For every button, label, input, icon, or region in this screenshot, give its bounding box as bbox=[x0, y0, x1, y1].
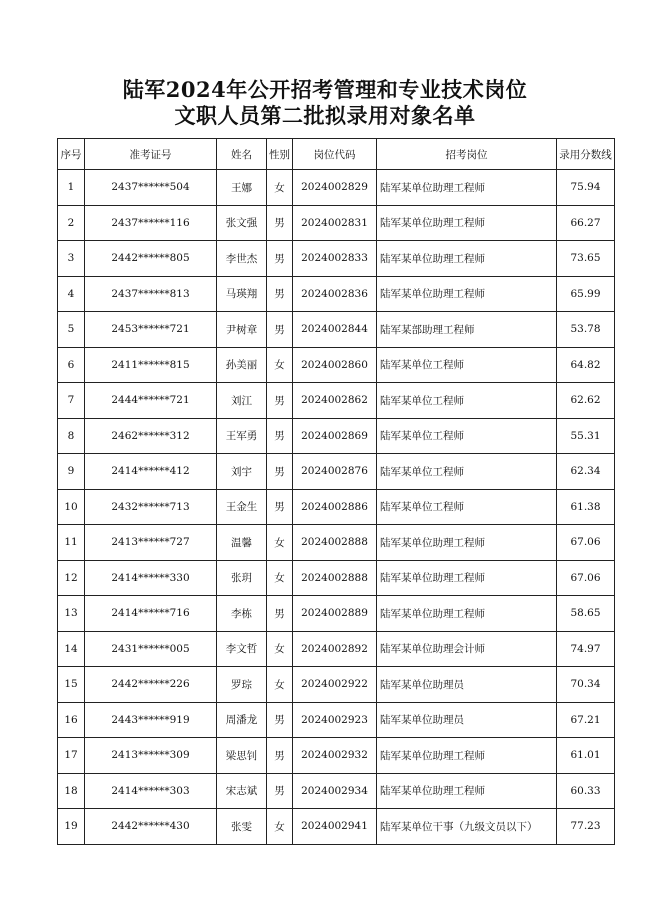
cell-serial: 11 bbox=[58, 525, 85, 561]
cell-position: 陆军某单位助理会计师 bbox=[377, 631, 557, 667]
table-row bbox=[58, 241, 615, 277]
cell-exam-number: 2453******721 bbox=[85, 312, 217, 348]
cell-exam-number: 2444******721 bbox=[85, 383, 217, 419]
cell-position: 陆军某单位工程师 bbox=[377, 347, 557, 383]
cell-score: 77.23 bbox=[557, 809, 615, 845]
cell-score: 73.65 bbox=[557, 241, 615, 277]
cell-serial: 18 bbox=[58, 773, 85, 809]
cell-name: 孙美丽 bbox=[217, 347, 267, 383]
cell-gender: 男 bbox=[267, 241, 293, 277]
cell-gender: 男 bbox=[267, 454, 293, 490]
cell-exam-number: 2413******727 bbox=[85, 525, 217, 561]
cell-gender: 女 bbox=[267, 560, 293, 596]
cell-exam-number: 2443******919 bbox=[85, 702, 217, 738]
header-gender: 性别 bbox=[267, 139, 293, 170]
cell-position: 陆军某单位助理工程师 bbox=[377, 560, 557, 596]
cell-position: 陆军某单位工程师 bbox=[377, 489, 557, 525]
cell-serial: 16 bbox=[58, 702, 85, 738]
cell-exam-number: 2431******005 bbox=[85, 631, 217, 667]
header-exam-number: 准考证号 bbox=[85, 139, 217, 170]
cell-exam-number: 2414******303 bbox=[85, 773, 217, 809]
cell-score: 64.82 bbox=[557, 347, 615, 383]
cell-position-code: 2024002932 bbox=[293, 738, 377, 774]
header-name: 姓名 bbox=[217, 139, 267, 170]
table-row bbox=[58, 525, 615, 561]
document-title-line-1: 陆军2024年公开招考管理和专业技术岗位 bbox=[122, 77, 528, 102]
cell-score: 67.06 bbox=[557, 525, 615, 561]
cell-score: 67.06 bbox=[557, 560, 615, 596]
cell-position-code: 2024002862 bbox=[293, 383, 377, 419]
cell-score: 67.21 bbox=[557, 702, 615, 738]
cell-position-code: 2024002860 bbox=[293, 347, 377, 383]
cell-score: 66.27 bbox=[557, 205, 615, 241]
cell-position: 陆军某单位助理员 bbox=[377, 702, 557, 738]
cell-name: 周潘龙 bbox=[217, 702, 267, 738]
cell-exam-number: 2442******805 bbox=[85, 241, 217, 277]
cell-position-code: 2024002836 bbox=[293, 276, 377, 312]
cell-serial: 14 bbox=[58, 631, 85, 667]
cell-serial: 2 bbox=[58, 205, 85, 241]
cell-serial: 17 bbox=[58, 738, 85, 774]
cell-position: 陆军某单位助理工程师 bbox=[377, 241, 557, 277]
table-row bbox=[58, 205, 615, 241]
cell-exam-number: 2462******312 bbox=[85, 418, 217, 454]
cell-exam-number: 2432******713 bbox=[85, 489, 217, 525]
cell-position: 陆军某单位助理工程师 bbox=[377, 738, 557, 774]
cell-name: 张文强 bbox=[217, 205, 267, 241]
cell-position: 陆军某单位助理工程师 bbox=[377, 170, 557, 206]
cell-gender: 女 bbox=[267, 809, 293, 845]
cell-serial: 6 bbox=[58, 347, 85, 383]
cell-exam-number: 2437******504 bbox=[85, 170, 217, 206]
cell-name: 王军勇 bbox=[217, 418, 267, 454]
cell-gender: 男 bbox=[267, 276, 293, 312]
header-position-code: 岗位代码 bbox=[293, 139, 377, 170]
cell-gender: 女 bbox=[267, 525, 293, 561]
cell-position-code: 2024002829 bbox=[293, 170, 377, 206]
cell-name: 刘江 bbox=[217, 383, 267, 419]
cell-serial: 4 bbox=[58, 276, 85, 312]
cell-gender: 男 bbox=[267, 489, 293, 525]
cell-gender: 男 bbox=[267, 702, 293, 738]
cell-name: 温馨 bbox=[217, 525, 267, 561]
cell-score: 60.33 bbox=[557, 773, 615, 809]
table-row bbox=[58, 170, 615, 206]
cell-score: 65.99 bbox=[557, 276, 615, 312]
document-title-line-2: 文职人员第二批拟录用对象名单 bbox=[174, 103, 476, 128]
table-row bbox=[58, 560, 615, 596]
cell-name: 刘宇 bbox=[217, 454, 267, 490]
table-row bbox=[58, 773, 615, 809]
cell-position-code: 2024002941 bbox=[293, 809, 377, 845]
table-row bbox=[58, 738, 615, 774]
cell-position-code: 2024002923 bbox=[293, 702, 377, 738]
cell-serial: 12 bbox=[58, 560, 85, 596]
cell-gender: 男 bbox=[267, 383, 293, 419]
cell-serial: 3 bbox=[58, 241, 85, 277]
table-row bbox=[58, 596, 615, 632]
cell-serial: 8 bbox=[58, 418, 85, 454]
cell-gender: 男 bbox=[267, 596, 293, 632]
cell-score: 61.38 bbox=[557, 489, 615, 525]
table-body bbox=[58, 170, 615, 845]
cell-gender: 男 bbox=[267, 205, 293, 241]
table-row bbox=[58, 454, 615, 490]
cell-position-code: 2024002844 bbox=[293, 312, 377, 348]
cell-score: 55.31 bbox=[557, 418, 615, 454]
cell-gender: 女 bbox=[267, 347, 293, 383]
cell-exam-number: 2413******309 bbox=[85, 738, 217, 774]
header-serial: 序号 bbox=[58, 139, 85, 170]
cell-name: 李文哲 bbox=[217, 631, 267, 667]
cell-exam-number: 2414******716 bbox=[85, 596, 217, 632]
candidate-table bbox=[57, 138, 615, 845]
cell-name: 李世杰 bbox=[217, 241, 267, 277]
cell-position-code: 2024002886 bbox=[293, 489, 377, 525]
cell-exam-number: 2437******116 bbox=[85, 205, 217, 241]
cell-position-code: 2024002833 bbox=[293, 241, 377, 277]
header-position: 招考岗位 bbox=[377, 139, 557, 170]
cell-position: 陆军某单位助理工程师 bbox=[377, 205, 557, 241]
cell-gender: 男 bbox=[267, 738, 293, 774]
cell-position-code: 2024002831 bbox=[293, 205, 377, 241]
cell-position: 陆军某单位工程师 bbox=[377, 418, 557, 454]
cell-exam-number: 2442******430 bbox=[85, 809, 217, 845]
cell-position: 陆军某单位工程师 bbox=[377, 454, 557, 490]
table-row bbox=[58, 702, 615, 738]
cell-exam-number: 2442******226 bbox=[85, 667, 217, 703]
cell-serial: 7 bbox=[58, 383, 85, 419]
table-row bbox=[58, 667, 615, 703]
cell-position: 陆军某单位干事（九级文员以下） bbox=[377, 809, 557, 845]
cell-score: 70.34 bbox=[557, 667, 615, 703]
cell-gender: 男 bbox=[267, 312, 293, 348]
cell-name: 马瑛翔 bbox=[217, 276, 267, 312]
cell-score: 74.97 bbox=[557, 631, 615, 667]
cell-name: 李栋 bbox=[217, 596, 267, 632]
cell-gender: 女 bbox=[267, 631, 293, 667]
cell-score: 62.34 bbox=[557, 454, 615, 490]
cell-score: 75.94 bbox=[557, 170, 615, 206]
cell-gender: 男 bbox=[267, 773, 293, 809]
cell-serial: 15 bbox=[58, 667, 85, 703]
cell-position-code: 2024002876 bbox=[293, 454, 377, 490]
cell-score: 62.62 bbox=[557, 383, 615, 419]
cell-exam-number: 2414******412 bbox=[85, 454, 217, 490]
cell-exam-number: 2414******330 bbox=[85, 560, 217, 596]
cell-serial: 10 bbox=[58, 489, 85, 525]
cell-serial: 19 bbox=[58, 809, 85, 845]
cell-position: 陆军某单位助理工程师 bbox=[377, 276, 557, 312]
cell-position: 陆军某部助理工程师 bbox=[377, 312, 557, 348]
cell-position: 陆军某单位助理工程师 bbox=[377, 596, 557, 632]
cell-position-code: 2024002869 bbox=[293, 418, 377, 454]
cell-position-code: 2024002889 bbox=[293, 596, 377, 632]
cell-position-code: 2024002934 bbox=[293, 773, 377, 809]
cell-name: 王娜 bbox=[217, 170, 267, 206]
cell-position-code: 2024002888 bbox=[293, 560, 377, 596]
cell-gender: 女 bbox=[267, 170, 293, 206]
cell-score: 58.65 bbox=[557, 596, 615, 632]
cell-position: 陆军某单位助理工程师 bbox=[377, 525, 557, 561]
cell-name: 尹树章 bbox=[217, 312, 267, 348]
cell-position: 陆军某单位助理工程师 bbox=[377, 773, 557, 809]
header-score-line: 录用分数线 bbox=[557, 139, 615, 170]
table-row bbox=[58, 276, 615, 312]
cell-position: 陆军某单位助理员 bbox=[377, 667, 557, 703]
cell-serial: 13 bbox=[58, 596, 85, 632]
cell-exam-number: 2411******815 bbox=[85, 347, 217, 383]
cell-name: 罗琮 bbox=[217, 667, 267, 703]
table-row bbox=[58, 347, 615, 383]
cell-name: 宋志斌 bbox=[217, 773, 267, 809]
cell-position-code: 2024002888 bbox=[293, 525, 377, 561]
cell-gender: 男 bbox=[267, 418, 293, 454]
cell-serial: 1 bbox=[58, 170, 85, 206]
cell-name: 王金生 bbox=[217, 489, 267, 525]
cell-gender: 女 bbox=[267, 667, 293, 703]
cell-position: 陆军某单位工程师 bbox=[377, 383, 557, 419]
cell-score: 61.01 bbox=[557, 738, 615, 774]
cell-position-code: 2024002922 bbox=[293, 667, 377, 703]
table-row bbox=[58, 383, 615, 419]
table-row bbox=[58, 809, 615, 845]
table-row bbox=[58, 489, 615, 525]
table-row bbox=[58, 418, 615, 454]
cell-name: 张玥 bbox=[217, 560, 267, 596]
table-row bbox=[58, 312, 615, 348]
cell-position-code: 2024002892 bbox=[293, 631, 377, 667]
cell-score: 53.78 bbox=[557, 312, 615, 348]
cell-serial: 9 bbox=[58, 454, 85, 490]
cell-serial: 5 bbox=[58, 312, 85, 348]
table-row bbox=[58, 631, 615, 667]
table-header-row bbox=[58, 139, 615, 170]
cell-name: 张雯 bbox=[217, 809, 267, 845]
cell-name: 梁思钊 bbox=[217, 738, 267, 774]
cell-exam-number: 2437******813 bbox=[85, 276, 217, 312]
